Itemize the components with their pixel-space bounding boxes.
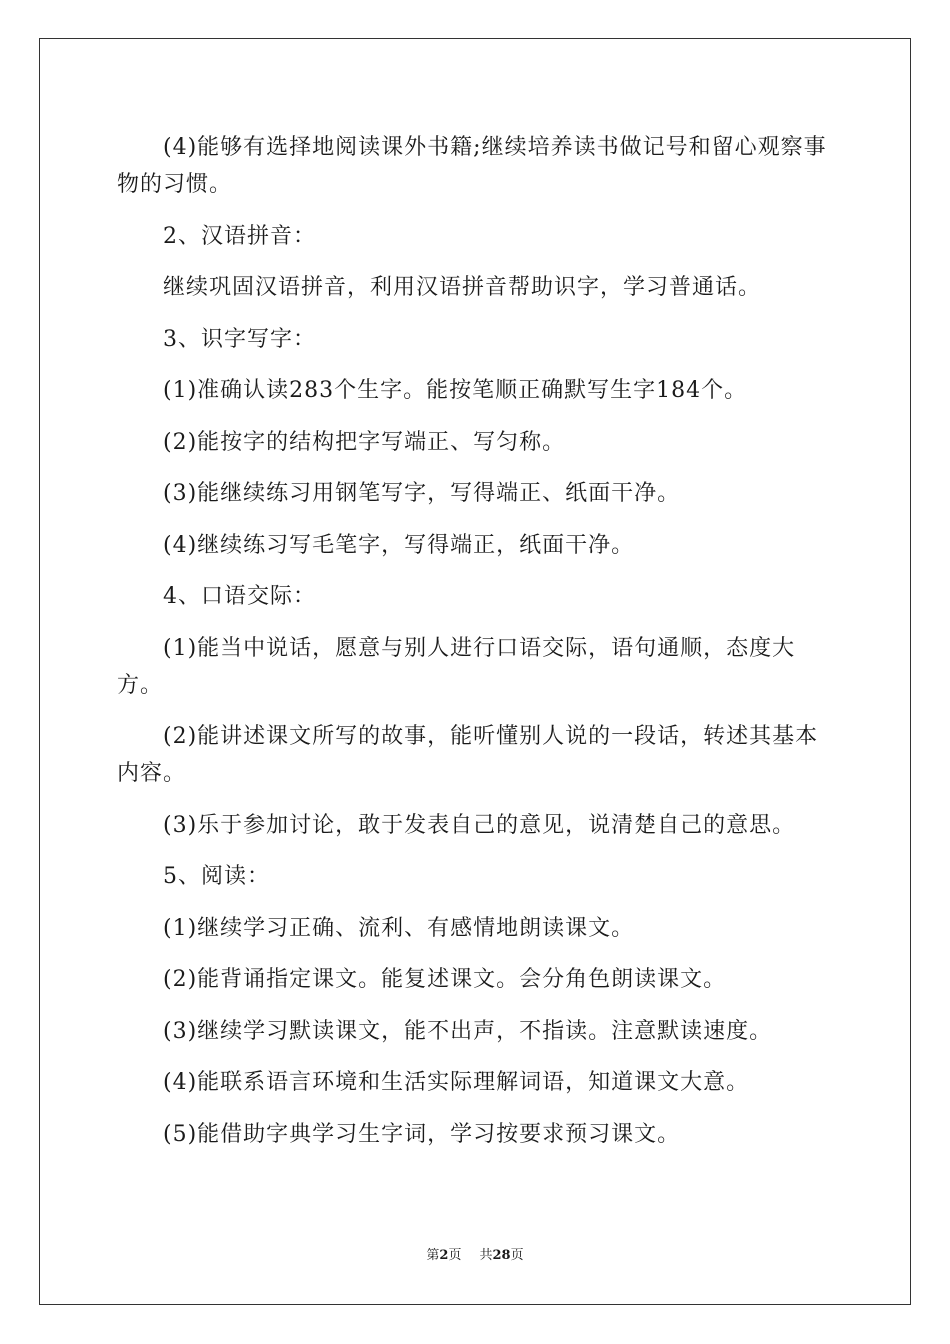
paragraph: (1)准确认读283个生字。能按笔顺正确默写生字184个。 bbox=[163, 378, 748, 403]
paragraph: (1)能当中说话，愿意与别人进行口语交际，语句通顺，态度大方。 bbox=[117, 635, 796, 698]
paragraph: (3)乐于参加讨论，敢于发表自己的意见，说清楚自己的意思。 bbox=[163, 812, 796, 838]
paragraph: 继续巩固汉语拼音，利用汉语拼音帮助识字，学习普通话。 bbox=[163, 275, 762, 300]
paragraph: (4)继续练习写毛笔字，写得端正，纸面干净。 bbox=[163, 532, 635, 558]
document-body bbox=[117, 129, 839, 1153]
section-heading: 4、口语交际： bbox=[163, 584, 316, 609]
paragraph: (1)继续学习正确、流利、有感情地朗读课文。 bbox=[163, 915, 635, 941]
paragraph: (3)继续学习默读课文，能不出声，不指读。注意默读速度。 bbox=[163, 1018, 773, 1044]
total-pages: 28 bbox=[492, 1248, 511, 1263]
paragraph: (4)能够有选择地阅读课外书籍;继续培养读书做记号和留心观察事物的习惯。 bbox=[117, 135, 827, 197]
total-prefix: 共 bbox=[479, 1248, 493, 1263]
total-suffix: 页 bbox=[510, 1248, 524, 1263]
paragraph: (2)能按字的结构把字写端正、写匀称。 bbox=[163, 429, 566, 455]
paragraph: (3)能继续练习用钢笔写字，写得端正、纸面干净。 bbox=[163, 481, 681, 506]
page-footer bbox=[0, 1247, 950, 1265]
paragraph: (2)能背诵指定课文。能复述课文。会分角色朗读课文。 bbox=[163, 967, 727, 992]
paragraph: (4)能联系语言环境和生活实际理解词语，知道课文大意。 bbox=[163, 1070, 750, 1095]
page-suffix: 页 bbox=[448, 1248, 462, 1263]
section-heading: 3、识字写字： bbox=[163, 326, 316, 352]
section-heading: 5、阅读： bbox=[163, 864, 270, 889]
paragraph: (2)能讲述课文所写的故事，能听懂别人说的一段话，转述其基本内容。 bbox=[117, 724, 819, 786]
section-heading: 2、汉语拼音： bbox=[163, 223, 316, 249]
paragraph: (5)能借助字典学习生字词，学习按要求预习课文。 bbox=[163, 1121, 681, 1147]
page-prefix: 第 bbox=[426, 1248, 440, 1263]
page-number: 2 bbox=[439, 1248, 449, 1263]
